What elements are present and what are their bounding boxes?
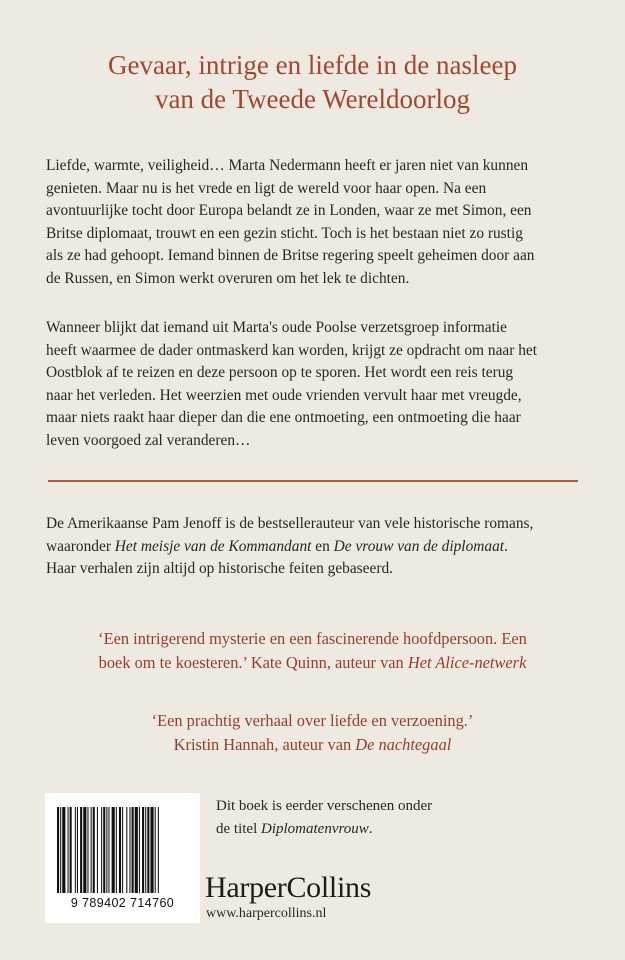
barcode-bar	[93, 807, 95, 893]
barcode-bar	[80, 807, 82, 893]
barcode-bar	[116, 807, 117, 893]
barcode-bar	[129, 807, 130, 893]
barcode-bar	[126, 807, 127, 893]
author-bio-text: en	[311, 537, 334, 555]
book-title: Het Alice-netwerk	[407, 653, 527, 672]
blurb-line: heeft waarmee de dader ontmaskerd kan worden, krijgt ze opdracht om naar het	[46, 341, 538, 359]
blurb-line: Britse diplomaat, trouwt en een gezin sticht. Toch is het bestaan niet zo rustig	[46, 224, 523, 242]
divider-rule	[48, 480, 578, 482]
author-bio-line-1: De Amerikaanse Pam Jenoff is de bestsellerauteur van vele historische romans,	[46, 515, 534, 532]
publication-note-line-2	[216, 818, 432, 841]
publication-note-text: de titel	[216, 820, 261, 837]
blurb-line: genieten. Maar nu is het vrede en ligt de wereld voor haar open. Na een	[46, 179, 487, 197]
author-bio-text: waaronder	[46, 537, 115, 555]
barcode-bar	[155, 807, 156, 893]
publication-note-text: .	[368, 820, 373, 837]
review-quote-1	[0, 627, 625, 675]
publisher-logo: HarperCollins	[205, 871, 372, 904]
publication-note	[216, 795, 432, 840]
blurb-line: avontuurlijke tocht door Europa belandt ze in Londen, waar ze met Simon, een	[46, 202, 532, 220]
barcode-bar	[77, 807, 78, 893]
quote-line-2	[0, 651, 625, 675]
barcode-bar	[142, 807, 144, 893]
author-bio-line-3: Haar verhalen zijn altijd op historische feiten gebaseerd.	[46, 560, 394, 578]
barcode-bar	[62, 807, 65, 893]
quote-text: boek om te koesteren.’ Kate Quinn, auteur van	[98, 653, 408, 672]
barcode-bar	[91, 807, 92, 893]
book-title: De vrouw van de diplomaat	[333, 537, 505, 555]
publication-note-line-1: Dit boek is eerder verschenen onder	[216, 798, 433, 814]
quote-line-1: ‘Een intrigerend mysterie en een fascinerende hoofdpersoon. Een	[98, 629, 527, 648]
blurb-line: de Russen, en Simon werkt overuren om het lek te dichten.	[46, 269, 410, 287]
quote-line-2	[0, 733, 625, 757]
barcode-bar	[119, 807, 121, 893]
barcode-bar	[57, 807, 59, 893]
blurb-paragraph-1	[46, 155, 586, 291]
barcode-bar	[70, 807, 72, 893]
barcode-bar	[97, 807, 98, 893]
author-bio	[46, 513, 586, 581]
barcode-bar	[75, 807, 76, 893]
book-title: Diplomatenvrouw	[261, 820, 369, 837]
blurb-line: als ze had gehoopt. Iemand binnen de Britse regering speelt geheimen door aan	[46, 247, 535, 265]
barcode-bar	[108, 807, 109, 893]
barcode-bar	[132, 807, 134, 893]
barcode-bar	[145, 807, 146, 893]
barcode-bar	[83, 807, 86, 893]
review-quote-2	[0, 709, 625, 757]
blurb-line: naar het verleden. Het weerzien met oude vrienden vervult haar met vreugde,	[46, 386, 522, 404]
author-bio-line-2	[46, 536, 586, 559]
barcode-bar	[139, 807, 140, 893]
barcode-bar	[158, 807, 159, 893]
quote-line-1: ‘Een prachtig verhaal over liefde en verzoening.’	[151, 711, 474, 730]
barcode-bar	[87, 807, 88, 893]
blurb-line: maar niets raakt haar dieper dan die ene ontmoeting, een ontmoeting die haar	[46, 409, 521, 427]
blurb-line: leven voorgoed zal veranderen…	[46, 431, 251, 449]
headline-line-2: van de Tweede Wereldoorlog	[154, 84, 471, 114]
blurb-line: Wanneer blijkt dat iemand uit Marta's oude Poolse verzetsgroep informatie	[46, 319, 507, 336]
barcode-bar	[103, 807, 105, 893]
quote-text: Kristin Hannah, auteur van	[173, 735, 356, 754]
headline-line-1: Gevaar, intrige en liefde in de nasleep	[108, 50, 517, 80]
barcode-bars	[57, 807, 188, 893]
barcode-bar	[112, 807, 115, 893]
blurb-line: Liefde, warmte, veiligheid… Marta Nedermann heeft er jaren niet van kunnen	[46, 157, 529, 174]
barcode-bar	[150, 807, 153, 893]
headline	[0, 48, 625, 116]
blurb-paragraph-2	[46, 317, 586, 453]
isbn-number: 9 789402 714760	[70, 896, 175, 910]
barcode-bar	[60, 807, 61, 893]
barcode-bar	[147, 807, 149, 893]
barcode-bar	[106, 807, 107, 893]
barcode-bar	[68, 807, 69, 893]
book-title: De nachtegaal	[355, 735, 452, 754]
barcode-bar	[135, 807, 138, 893]
blurb-line: Oostblok af te reizen en deze persoon op te sporen. Het wordt een reis terug	[46, 364, 514, 382]
barcode-bar	[101, 807, 102, 893]
barcode	[45, 793, 200, 923]
author-bio-text: .	[504, 537, 508, 555]
publisher-url: www.harpercollins.nl	[206, 906, 327, 921]
barcode-bar	[122, 807, 123, 893]
book-title: Het meisje van de Kommandant	[114, 537, 312, 555]
